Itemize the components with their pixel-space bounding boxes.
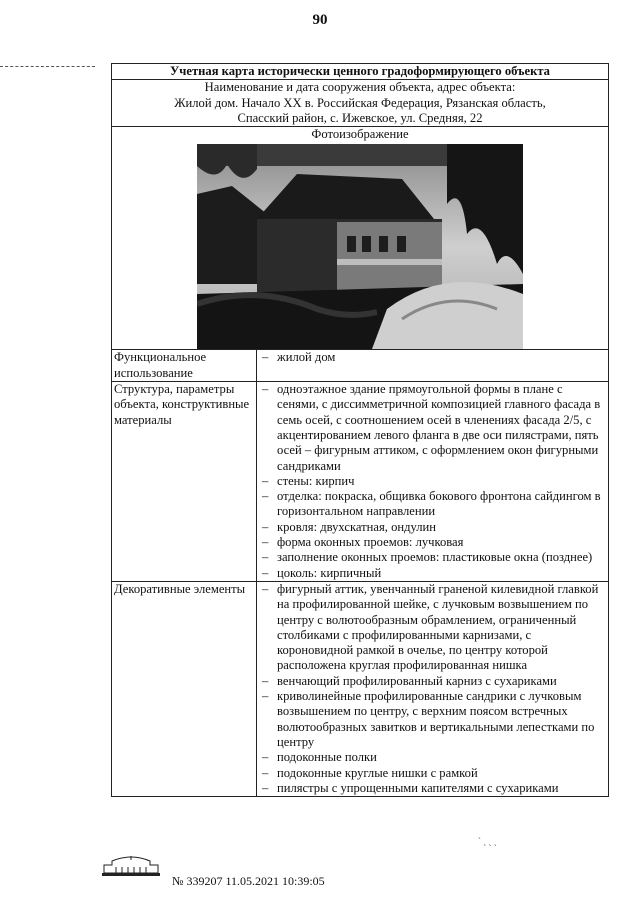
card-title: Учетная карта исторически ценного градоформирующего объекта (112, 64, 609, 80)
list-item: – заполнение оконных проемов: пластиковые окна (позднее) (259, 550, 606, 565)
address-line-3: Спасский район, с. Ижевское, ул. Средняя, 22 (237, 110, 483, 125)
row-values-decorative (257, 581, 609, 796)
address-line-1: Наименование и дата сооружения объекта, адрес объекта: (204, 80, 516, 95)
list-item: – одноэтажное здание прямоугольной формы в плане с сенями, с диссимметричной композицией главного фасада в семь осей, с соотношением осей в членениях фасада 2/5, с акцентированием левого фланга в две оси пилястрами, пять осей – фигурным аттиком, с оформлением окон фигурными сандриками (259, 382, 606, 474)
list-item: – кровля: двухскатная, ондулин (259, 520, 606, 535)
list-item: – жилой дом (259, 350, 606, 365)
list-item: – отделка: покраска, общивка бокового фронтона сайдингом в горизонтальном направлении (259, 489, 606, 520)
list-item: – криволинейные профилированные сандрики с лучковым возвышением по центру, с верхним поясом встречных волютообразных завитков и вертикальными лепестками по центру (259, 689, 606, 750)
row-label-decorative: Декоративные элементы (112, 581, 257, 796)
list-item: – пилястры с упрощенными капителями с сухариками (259, 781, 606, 796)
row-values-structure (257, 382, 609, 582)
house-photo (197, 144, 523, 349)
photo-label: Фотоизображение (311, 127, 409, 142)
row-values-functional-use (257, 350, 609, 382)
photo-cell (112, 127, 609, 350)
pen-mark: ˋ ˎ ˏ ˎ (478, 836, 497, 846)
address-line-2: Жилой дом. Начало XX в. Российская Федерация, Рязанская область, (174, 95, 546, 110)
row-label-structure: Структура, параметры объекта, конструктивные материалы (112, 382, 257, 582)
scan-artifact-line (0, 66, 95, 70)
document-id: № 339207 11.05.2021 10:39:05 (172, 874, 325, 888)
list-item: – венчающий профилированный карниз с сухариками (259, 674, 606, 689)
list-item: – подоконные круглые нишки с рамкой (259, 766, 606, 781)
object-address (112, 80, 609, 127)
row-label-functional-use: Функциональное использование (112, 350, 257, 382)
page-number: 90 (312, 12, 328, 28)
list-item: – стены: кирпич (259, 474, 606, 489)
list-item: – цоколь: кирпичный (259, 566, 606, 581)
list-item: – подоконные полки (259, 750, 606, 765)
building-seal-icon (100, 855, 162, 877)
list-item: – форма оконных проемов: лучковая (259, 535, 606, 550)
registration-card (111, 63, 609, 797)
list-item: – фигурный аттик, увенчанный граненой килевидной главкой на профилированной шейке, с лучковым возвышением по центру с волютообразным обрамлением, ограниченный столбиками с профилированными карнизами, с короновидной рамкой в очелье, по центру которой расположена круглая профилированная нишка (259, 582, 606, 674)
